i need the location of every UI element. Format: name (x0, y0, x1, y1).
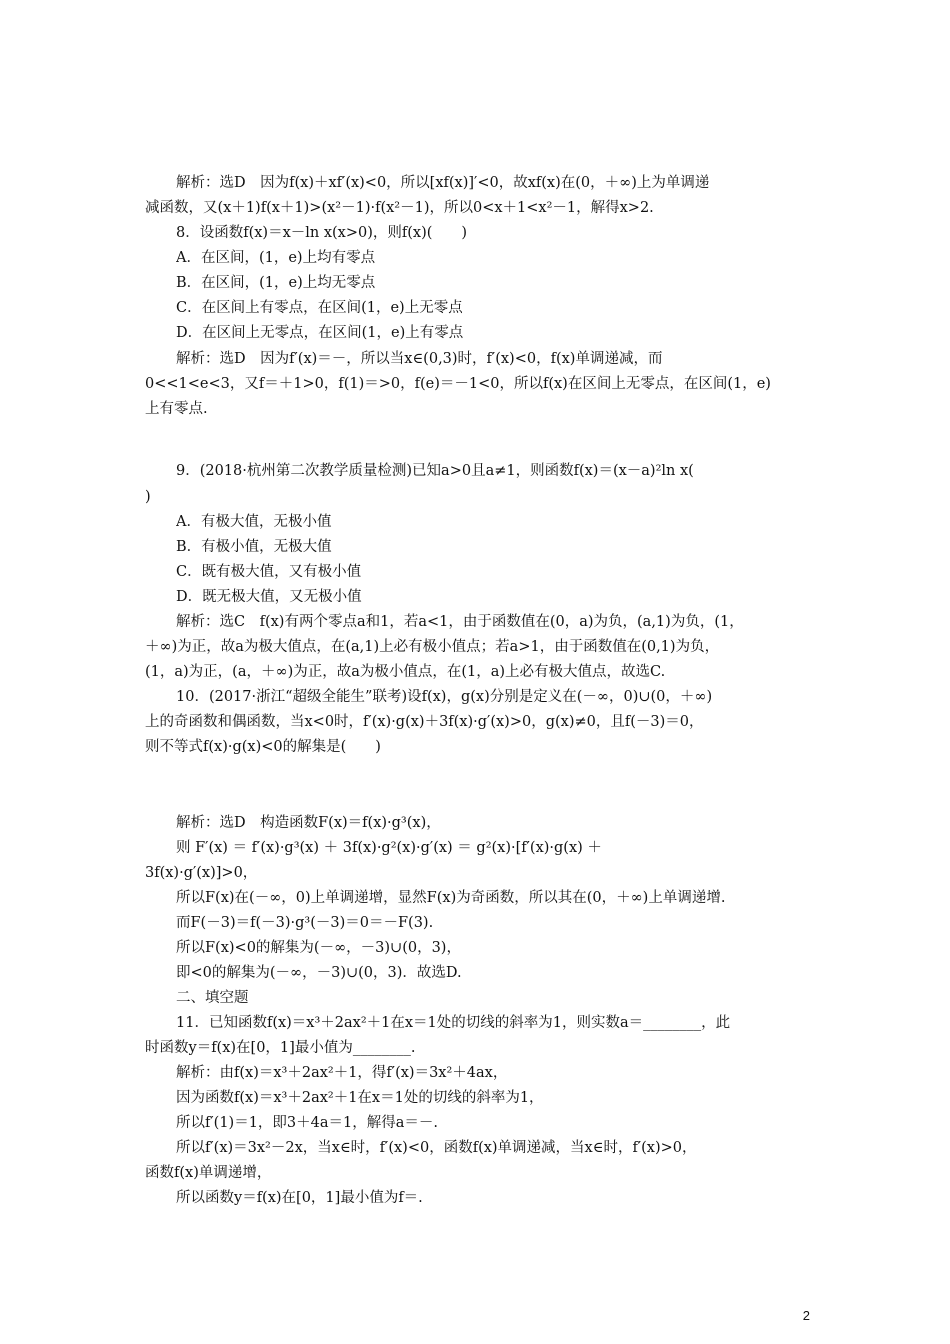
text-line: 则 F′(x) ＝ f′(x)·g³(x) ＋ 3f(x)·g²(x)·g′(x) ＝ g²(x)·[f′(x)·g(x) ＋ (176, 840, 602, 856)
text-line: 所以函数y＝f(x)在[0，1]最小值为f＝. (176, 1190, 423, 1206)
text-line: 9．(2018·杭州第二次教学质量检测)已知a>0且a≠1，则函数f(x)＝(x－a)²ln x( (176, 463, 694, 479)
text-line: 二、填空题 (176, 990, 249, 1006)
text-line: 解析：选D 因为f′(x)＝－，所以当x∈(0,3)时，f′(x)<0，f(x)单调递减，而 (176, 351, 663, 367)
text-line: ＋∞)为正，故a为极大值点，在(a,1)上必有极小值点；若a>1，由于函数值在(0,1)为负， (145, 639, 720, 655)
text-line: 则不等式f(x)·g(x)<0的解集是( ) (145, 739, 381, 755)
text-line: A．在区间，(1，e)上均有零点 (176, 250, 376, 266)
text-line: 时函数y＝f(x)在[0，1]最小值为________. (145, 1040, 416, 1056)
text-line: D．在区间上无零点，在区间(1，e)上有零点 (176, 325, 464, 341)
text-line: 3f(x)·g′(x)]>0， (145, 865, 258, 881)
text-line: C．既有极大值，又有极小值 (176, 564, 362, 580)
text-line: 上的奇函数和偶函数，当x<0时，f′(x)·g(x)＋3f(x)·g′(x)>0，g(x)≠0，且f(－3)＝0， (145, 714, 704, 730)
text-line: (1，a)为正，(a，＋∞)为正，故a为极小值点，在(1，a)上必有极大值点，故选C. (145, 664, 666, 680)
text-line: 所以F(x)<0的解集为(－∞，－3)∪(0，3)， (176, 940, 461, 956)
text-line: 所以f′(x)＝3x²－2x，当x∈时，f′(x)<0，函数f(x)单调递减，当x∈时，f′(x)>0， (176, 1140, 697, 1156)
text-line: 而F(－3)＝f(－3)·g³(－3)＝0＝－F(3). (176, 915, 434, 931)
text-line: 即<0的解集为(－∞，－3)∪(0，3)．故选D. (176, 965, 462, 981)
text-line: 所以f′(1)＝1，即3＋4a＝1，解得a＝－. (176, 1115, 438, 1131)
text-line: 0<<1<e<3，又f＝＋1>0，f(1)＝>0，f(e)＝－1<0，所以f(x)在区间上无零点，在区间(1，e) (145, 376, 771, 392)
text-line: D．既无极大值，又无极小值 (176, 589, 362, 605)
text-line: 上有零点. (145, 401, 208, 417)
text-line: 所以F(x)在(－∞，0)上单调递增，显然F(x)为奇函数，所以其在(0，＋∞)上单调递增. (176, 890, 726, 906)
text-line: ) (145, 489, 151, 505)
text-line: 10．(2017·浙江“超级全能生”联考)设f(x)，g(x)分别是定义在(－∞，0)∪(0，＋∞) (176, 689, 713, 705)
text-line: 解析：选D 因为f(x)＋xf′(x)<0，所以[xf(x)]′<0，故xf(x)在(0，＋∞)上为单调递 (176, 175, 710, 191)
text-line: 函数f(x)单调递增， (145, 1165, 272, 1181)
text-line: 11．已知函数f(x)＝x³＋2ax²＋1在x＝1处的切线的斜率为1，则实数a＝________，此 (176, 1015, 731, 1031)
page-number: 2 (802, 1308, 810, 1323)
text-line: 因为函数f(x)＝x³＋2ax²＋1在x＝1处的切线的斜率为1， (176, 1090, 544, 1106)
text-line: 8．设函数f(x)＝x－ln x(x>0)，则f(x)( ) (176, 225, 468, 241)
text-line: 减函数，又(x＋1)f(x＋1)>(x²－1)·f(x²－1)，所以0<x＋1<x²－1，解得x>2. (145, 200, 654, 216)
text-line: 解析：选D 构造函数F(x)＝f(x)·g³(x)， (176, 815, 441, 831)
text-line: A．有极大值，无极小值 (176, 514, 332, 530)
text-line: B．在区间，(1，e)上均无零点 (176, 275, 376, 291)
text-line: 解析：选C f(x)有两个零点a和1，若a<1，由于函数值在(0，a)为负，(a,1)为负，(1， (176, 614, 744, 630)
text-line: B．有极小值，无极大值 (176, 539, 332, 555)
text-line: 解析：由f(x)＝x³＋2ax²＋1，得f′(x)＝3x²＋4ax， (176, 1065, 508, 1081)
text-line: C．在区间上有零点，在区间(1，e)上无零点 (176, 300, 463, 316)
